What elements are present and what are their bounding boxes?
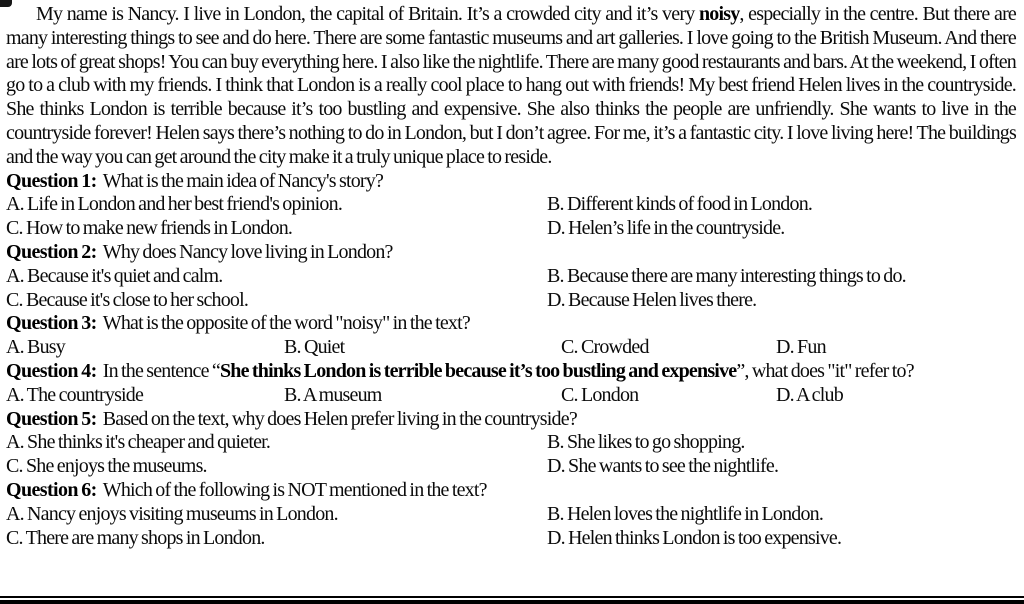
option: C. How to make new friends in London. (6, 217, 293, 240)
question-4-stem-pre: In the sentence “ (102, 359, 220, 382)
passage-text-2: , especially in the centre. But there are many interesting things to see and do here. There are some fantastic museums and art galleries. I love going to the British Museum. And there are lots of great shops! You can buy everything here. I also like the nightlife. There are many good restaurants and bars. At the weekend, I often go to a club with my friends. I think that London is a really cool place to hang out with friends! My best friend Helen lives in the countryside. She thinks London is terrible because it’s too bustling and expensive. She also thinks the people are unfriendly. She wants to live in the countryside forever! Helen says there’s nothing to do in London, but I don’t agree. For me, it’s a fantastic city. I love living here! The buildings and the way you can get around the city make it a truly unique place to reside. (6, 3, 1017, 168)
question-5-stem: Based on the text, why does Helen prefer living in the countryside? (102, 407, 577, 430)
option: C. There are many shops in London. (6, 526, 265, 549)
question-1-options (6, 193, 1016, 241)
question-2-stem: Why does Nancy love living in London? (102, 240, 393, 263)
question-3-stem: What is the opposite of the word "noisy" in the text? (102, 312, 470, 335)
option: A. Because it's quiet and calm. (6, 264, 223, 287)
question-2-options (6, 265, 1016, 313)
question-5-text (6, 408, 1016, 432)
option: B. A museum (284, 383, 382, 406)
option: C. Because it's close to her school. (6, 288, 249, 311)
question-3-options (6, 336, 1016, 360)
question-3-label: Question 3: (6, 312, 97, 335)
option: A. Busy (6, 336, 65, 359)
question-1-label: Question 1: (6, 169, 97, 192)
question-5-label: Question 5: (6, 407, 97, 430)
option: A. Nancy enjoys visiting museums in London. (6, 502, 338, 525)
bottom-rule (0, 596, 1024, 598)
passage-text-1: My name is Nancy. I live in London, the capital of Britain. It’s a crowded city and it’s very (36, 3, 699, 25)
question-4-label: Question 4: (6, 359, 97, 382)
question-6-stem: Which of the following is NOT mentioned in the text? (102, 478, 487, 501)
option: D. A club (776, 383, 843, 406)
option: C. Crowded (561, 336, 649, 359)
option: A. Life in London and her best friend's opinion. (6, 193, 343, 216)
question-block-2 (6, 241, 1016, 312)
scan-edge-bar (0, 600, 1024, 604)
option: C. London (561, 383, 639, 406)
reading-passage (6, 3, 1016, 170)
scan-artifact-mark (0, 0, 12, 7)
option: D. Fun (776, 336, 826, 359)
question-2-text (6, 241, 1016, 265)
question-2-label: Question 2: (6, 240, 97, 263)
question-6-label: Question 6: (6, 478, 97, 501)
question-6-text (6, 479, 1016, 503)
option: A. The countryside (6, 383, 144, 406)
question-1-stem: What is the main idea of Nancy's story? (102, 169, 384, 192)
question-block-5 (6, 408, 1016, 479)
question-block-3 (6, 312, 1016, 360)
option: B. Different kinds of food in London. (547, 193, 813, 216)
question-5-options (6, 431, 1016, 479)
question-1-text (6, 170, 1016, 194)
question-4-stem-post: ”, what does "it" refer to? (736, 359, 914, 382)
question-4-options (6, 384, 1016, 408)
question-4-quoted-sentence: She thinks London is terrible because it’s too bustling and expensive (219, 359, 737, 382)
question-3-text (6, 312, 1016, 336)
option: D. Helen’s life in the countryside. (547, 217, 785, 240)
question-block-1 (6, 170, 1016, 241)
option: B. Because there are many interesting things to do. (547, 264, 906, 287)
option: B. She likes to go shopping. (547, 431, 745, 454)
option: A. She thinks it's cheaper and quieter. (6, 431, 271, 454)
option: B. Helen loves the nightlife in London. (547, 502, 824, 525)
question-6-options (6, 503, 1016, 551)
option: B. Quiet (284, 336, 345, 359)
option: C. She enjoys the museums. (6, 455, 207, 478)
question-block-6 (6, 479, 1016, 550)
option: D. Because Helen lives there. (547, 288, 757, 311)
option: D. She wants to see the nightlife. (547, 455, 779, 478)
question-block-4 (6, 360, 1016, 408)
passage-bold-word: noisy (698, 3, 740, 25)
question-4-text (6, 360, 1016, 384)
option: D. Helen thinks London is too expensive. (547, 526, 842, 549)
